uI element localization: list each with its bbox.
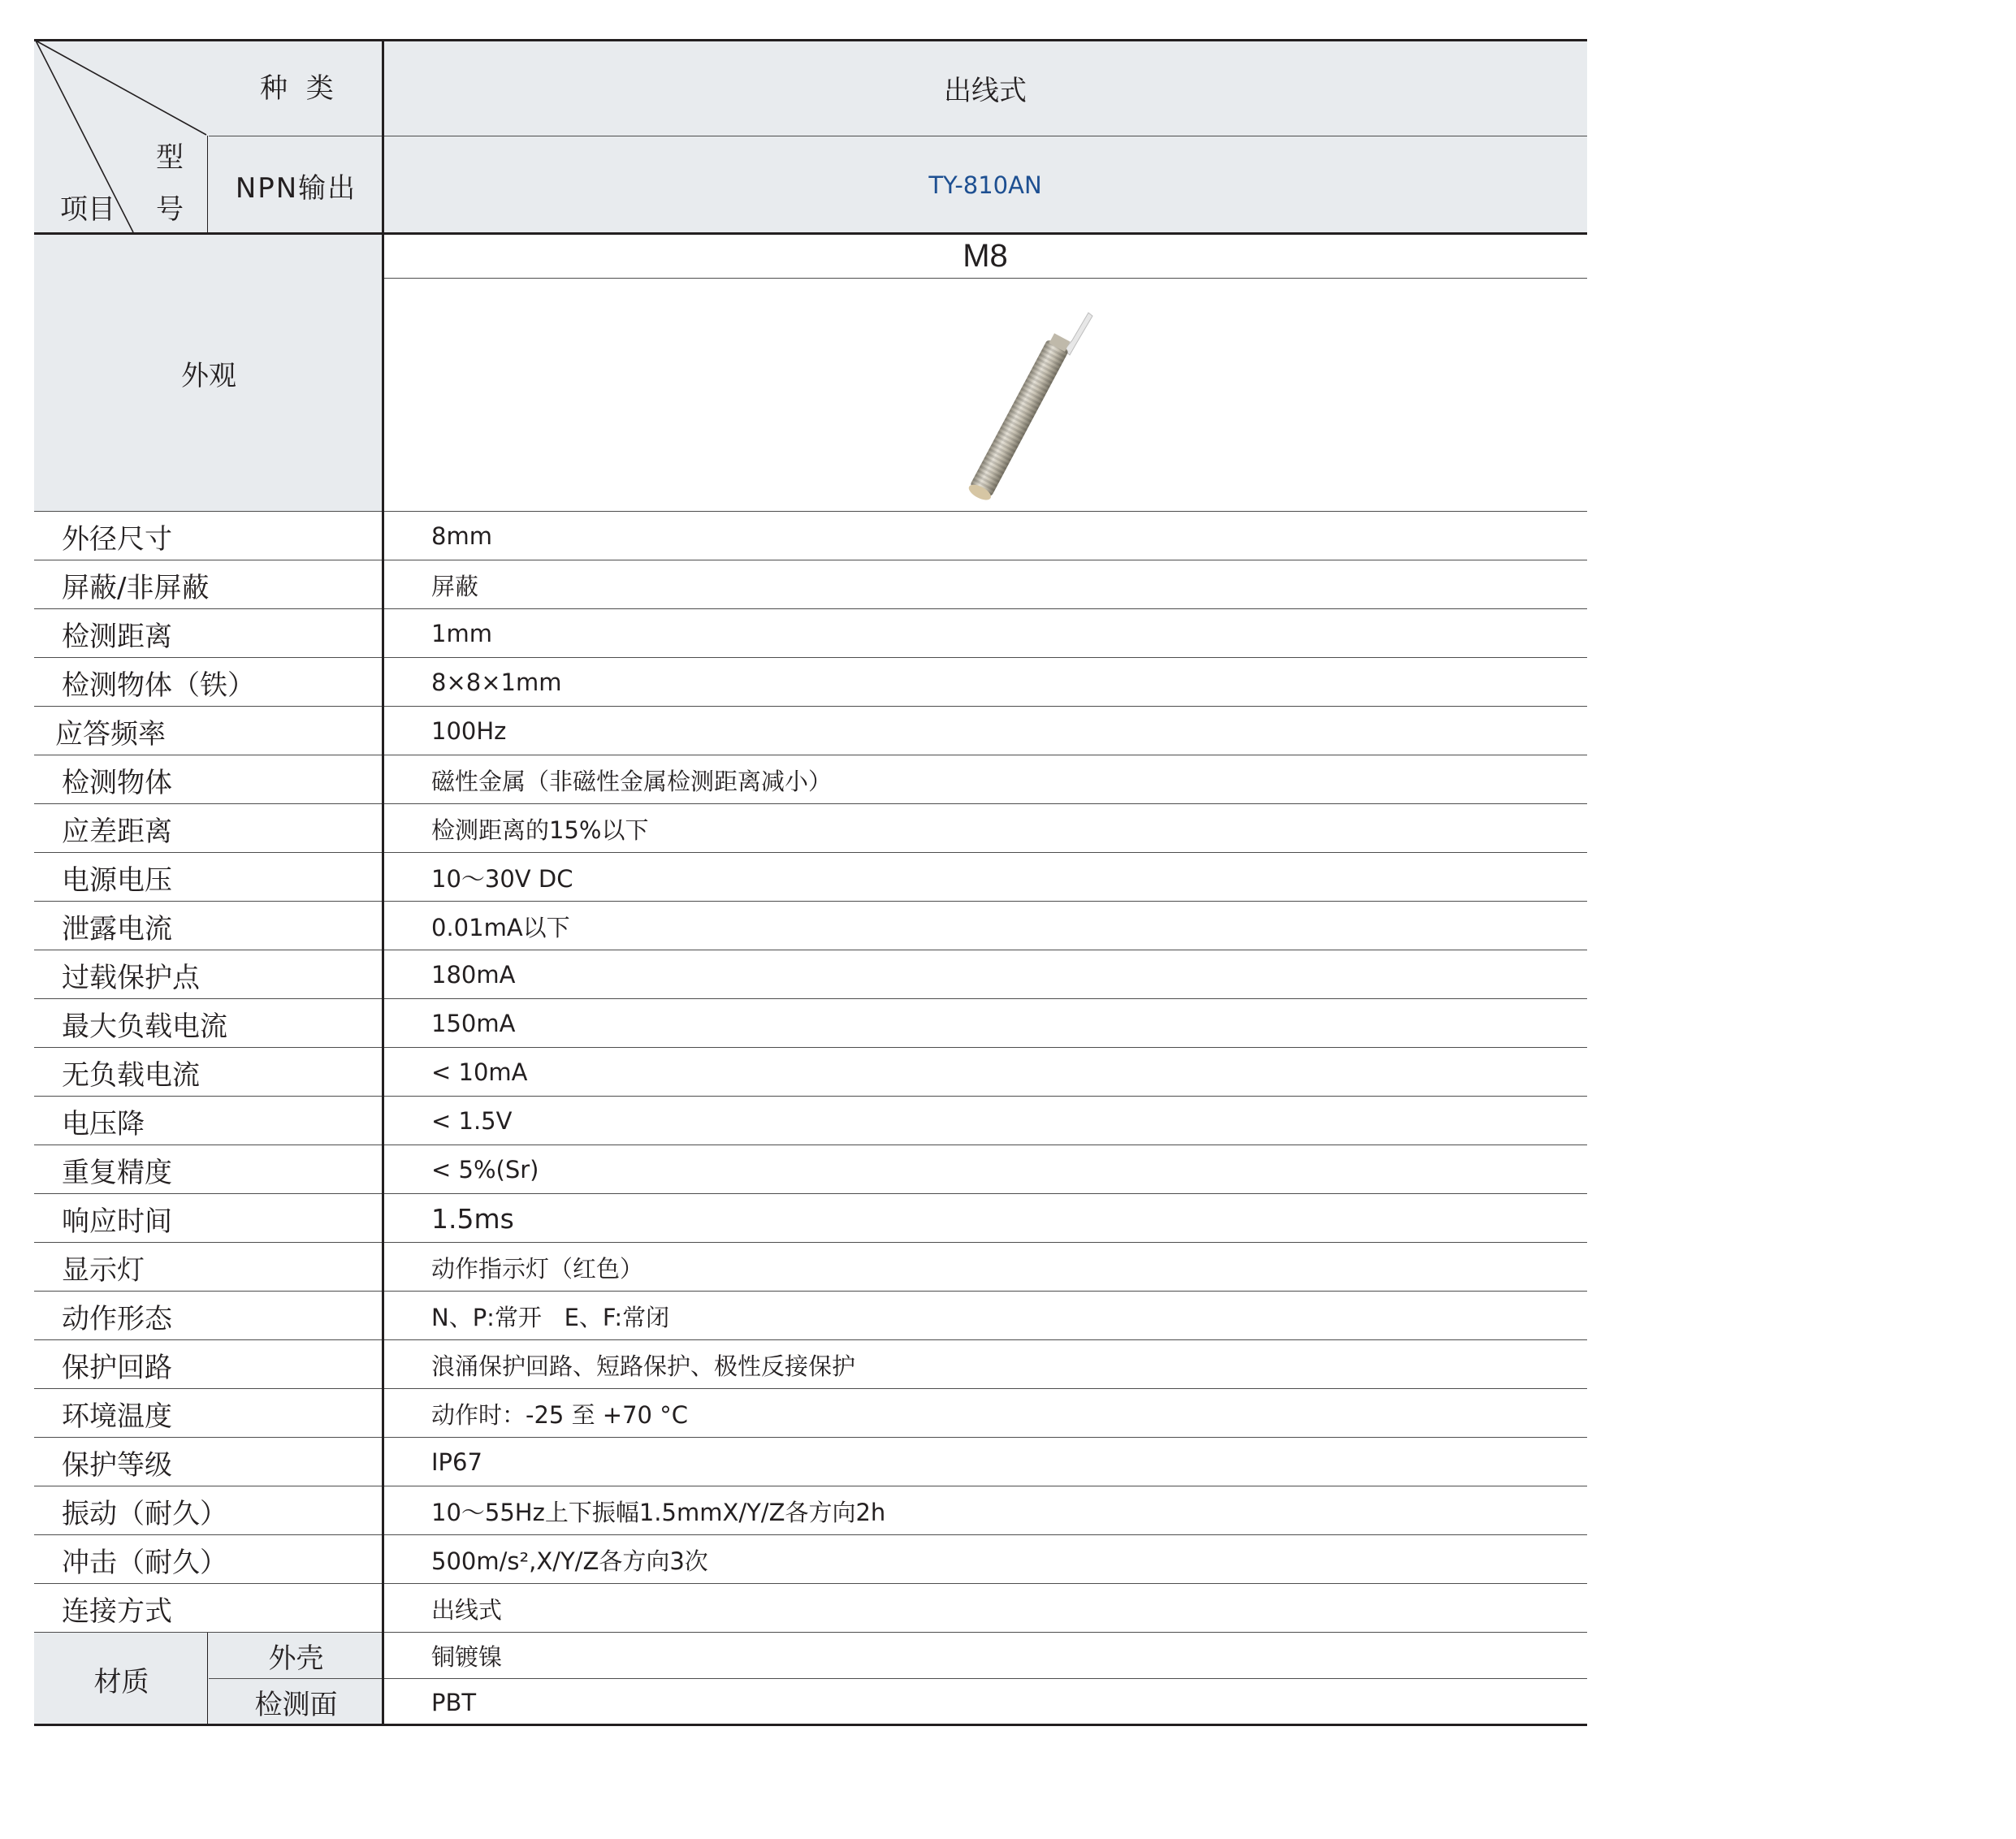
category-label: 种 类	[260, 71, 339, 105]
item-label: 项目	[60, 193, 115, 226]
rule-material-mid	[209, 1678, 1587, 1679]
rule-bottom	[34, 1724, 1587, 1726]
spec-value-1: 屏蔽	[431, 572, 479, 600]
spec-value-4: 100Hz	[431, 717, 507, 745]
rule-material-sub-divider	[207, 1633, 208, 1725]
rule-row	[34, 608, 1587, 609]
spec-label-6: 应差距离	[62, 815, 172, 848]
rule-row	[34, 1437, 1587, 1438]
material-face-label: 检测面	[254, 1689, 338, 1721]
rule-row	[34, 1583, 1587, 1584]
spec-label-7: 电源电压	[62, 863, 172, 897]
material-shell-label: 外壳	[268, 1642, 324, 1675]
rule-row	[34, 901, 1587, 902]
spec-table	[34, 39, 1587, 1725]
spec-value-2: 1mm	[431, 620, 492, 647]
spec-value-16: N、P:常开 E、F:常闭	[431, 1303, 670, 1331]
spec-label-12: 电压降	[62, 1107, 145, 1140]
rule-row	[34, 1291, 1587, 1292]
rule-row	[34, 852, 1587, 853]
spec-label-10: 最大负载电流	[62, 1010, 227, 1043]
material-shell-value: 铜镀镍	[431, 1643, 503, 1671]
spec-label-18: 环境温度	[62, 1400, 172, 1433]
spec-label-3: 检测物体（铁）	[62, 669, 255, 702]
spec-label-0: 外径尺寸	[62, 522, 172, 556]
rule-row	[34, 1534, 1587, 1535]
rule-row	[34, 1047, 1587, 1048]
spec-value-15: 动作指示灯（红色）	[431, 1254, 644, 1283]
spec-value-8: 0.01mA以下	[431, 913, 570, 941]
rule-top	[34, 39, 1587, 41]
spec-value-11: < 10mA	[431, 1058, 528, 1086]
spec-label-9: 过载保护点	[62, 961, 200, 994]
rule-header-sub-divider	[207, 136, 208, 234]
rule-main-divider	[382, 39, 384, 1725]
rule-row	[34, 706, 1587, 707]
model-label-bottom: 号	[156, 193, 184, 226]
spec-label-20: 振动（耐久）	[62, 1497, 227, 1530]
spec-value-20: 10～55Hz上下振幅1.5mmX/Y/Z各方向2h	[431, 1498, 886, 1526]
rule-row	[34, 998, 1587, 999]
spec-value-21: 500m/s²,X/Y/Z各方向3次	[431, 1547, 708, 1575]
spec-value-5: 磁性金属（非磁性金属检测距离减小）	[431, 767, 833, 795]
spec-value-6: 检测距离的15%以下	[431, 816, 649, 844]
rule-header-bottom	[34, 232, 1587, 235]
spec-label-19: 保护等级	[62, 1448, 172, 1482]
spec-value-19: IP67	[431, 1448, 482, 1476]
spec-value-9: 180mA	[431, 961, 516, 989]
output-label: NPN输出	[235, 171, 357, 205]
spec-value-17: 浪涌保护回路、短路保护、极性反接保护	[431, 1352, 856, 1380]
spec-label-1: 屏蔽/非屏蔽	[62, 571, 210, 604]
cylindrical-proximity-sensor-icon	[928, 303, 1114, 522]
model-label-top: 型	[156, 141, 184, 174]
rule-row	[34, 1388, 1587, 1389]
spec-label-14: 响应时间	[62, 1205, 172, 1238]
spec-value-0: 8mm	[431, 522, 492, 550]
spec-label-13: 重复精度	[62, 1156, 172, 1189]
spec-value-3: 8×8×1mm	[431, 669, 562, 696]
rule-row	[34, 1339, 1587, 1340]
spec-label-16: 动作形态	[62, 1302, 172, 1335]
spec-label-2: 检测距离	[62, 620, 172, 653]
spec-label-15: 显示灯	[62, 1253, 145, 1287]
spec-label-11: 无负载电流	[62, 1058, 200, 1092]
rule-row	[34, 657, 1587, 658]
spec-label-8: 泄露电流	[62, 912, 172, 945]
spec-value-10: 150mA	[431, 1010, 516, 1037]
rule-row	[34, 1242, 1587, 1243]
rule-row	[34, 1193, 1587, 1194]
spec-label-4: 应答频率	[55, 717, 166, 751]
spec-value-12: < 1.5V	[431, 1107, 513, 1135]
rule-size-row	[383, 278, 1587, 279]
rule-row	[34, 1096, 1587, 1097]
rule-row	[34, 803, 1587, 804]
size-label: M8	[963, 238, 1008, 274]
spec-value-7: 10～30V DC	[431, 864, 573, 893]
rule-row	[34, 511, 1587, 512]
spec-value-13: < 5%(Sr)	[431, 1156, 539, 1183]
spec-value-18: 动作时：-25 至 +70 °C	[431, 1400, 688, 1429]
model-value: TY-810AN	[928, 171, 1042, 199]
spec-label-17: 保护回路	[62, 1351, 172, 1384]
spec-value-14: 1.5ms	[431, 1202, 514, 1235]
spec-label-22: 连接方式	[62, 1595, 172, 1628]
rule-row	[34, 1632, 1587, 1633]
spec-label-21: 冲击（耐久）	[62, 1546, 227, 1579]
material-label: 材质	[93, 1665, 149, 1698]
appearance-label: 外观	[181, 359, 236, 392]
category-value: 出线式	[944, 74, 1027, 107]
material-face-value: PBT	[431, 1688, 477, 1716]
spec-value-22: 出线式	[431, 1595, 503, 1624]
spec-label-5: 检测物体	[62, 766, 172, 799]
